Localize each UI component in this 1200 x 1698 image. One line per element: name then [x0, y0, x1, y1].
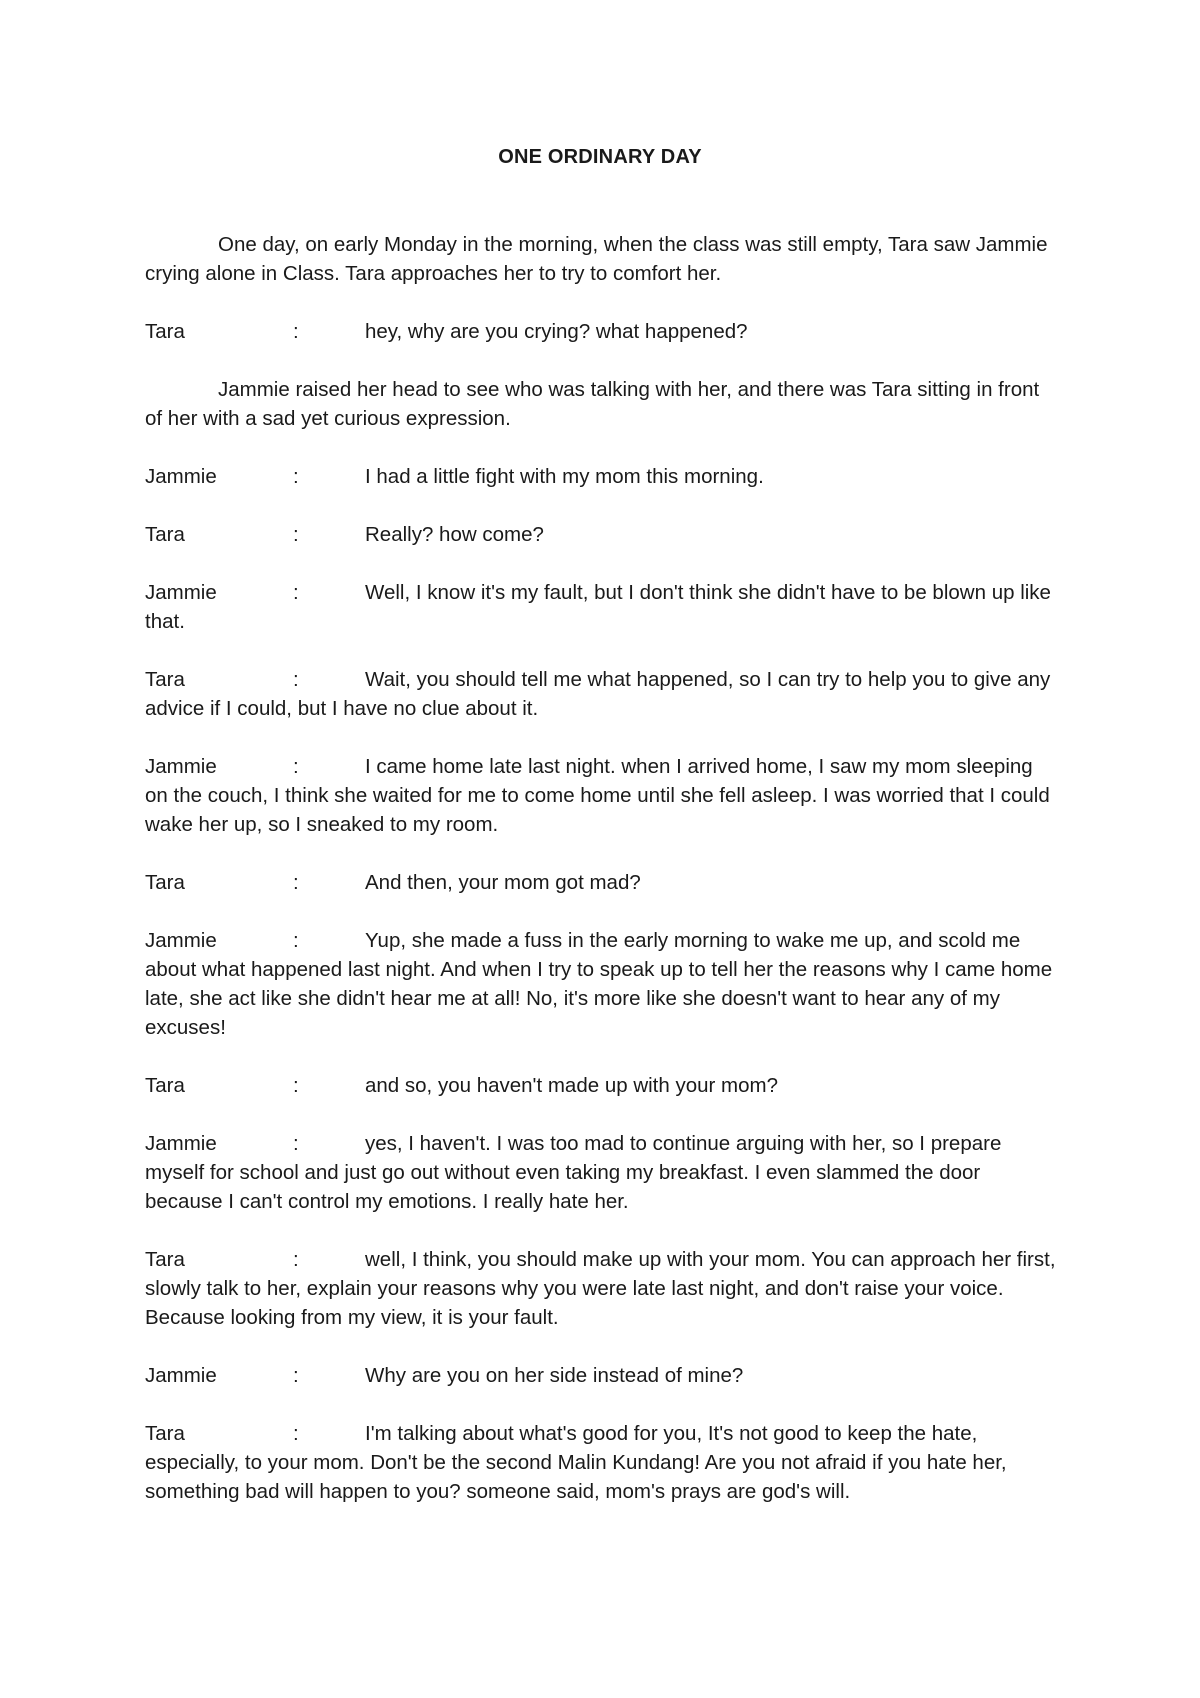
dialogue-line [145, 752, 1060, 839]
dialogue-line [145, 1129, 1060, 1216]
dialogue-line [145, 926, 1060, 1042]
narration-paragraph: Jammie raised her head to see who was talking with her, and there was Tara sitting in front of her with a sad yet curious expression. [145, 378, 1040, 430]
dialogue-line [145, 1361, 1060, 1390]
document-body [145, 230, 1060, 1535]
speaker-name: Jammie [145, 1132, 217, 1155]
dialogue-line [145, 317, 1060, 346]
dialogue-text: Really? how come? [365, 523, 544, 546]
speaker-name: Tara [145, 871, 185, 894]
speaker-name: Jammie [145, 1364, 217, 1387]
speaker-name: Tara [145, 1422, 185, 1445]
speaker-name: Jammie [145, 581, 217, 604]
dialogue-text: Why are you on her side instead of mine? [365, 1364, 744, 1387]
speaker-name: Tara [145, 320, 185, 343]
speaker-separator: : [293, 1422, 299, 1445]
dialogue-text: I had a little fight with my mom this morning. [365, 465, 764, 488]
dialogue-line [145, 578, 1060, 636]
dialogue-text: I'm talking about what's good for you, It's not good to keep the hate, especially, to your mom. Don't be the second Malin Kundang! Are you not afraid if you hate her, something bad will happen to you? someone said, mom's prays are god's will. [145, 1422, 1007, 1503]
speaker-separator: : [293, 523, 299, 546]
speaker-separator: : [293, 871, 299, 894]
speaker-name: Tara [145, 523, 185, 546]
narration-paragraph: One day, on early Monday in the morning, when the class was still empty, Tara saw Jammie crying alone in Class. Tara approaches her to try to comfort her. [145, 233, 1048, 285]
speaker-name: Tara [145, 668, 185, 691]
dialogue-line [145, 1245, 1060, 1332]
dialogue-text: yes, I haven't. I was too mad to continue arguing with her, so I prepare myself for school and just go out without even taking my breakfast. I even slammed the door because I can't control my emotions. I really hate her. [145, 1132, 1002, 1213]
document-title: ONE ORDINARY DAY [498, 146, 702, 168]
speaker-name: Jammie [145, 755, 217, 778]
speaker-separator: : [293, 755, 299, 778]
dialogue-text: and so, you haven't made up with your mom? [365, 1074, 779, 1097]
speaker-name: Tara [145, 1248, 185, 1271]
dialogue-text: hey, why are you crying? what happened? [365, 320, 748, 343]
dialogue-line [145, 1419, 1060, 1506]
dialogue-text: And then, your mom got mad? [365, 871, 641, 894]
speaker-separator: : [293, 465, 299, 488]
dialogue-text: well, I think, you should make up with your mom. You can approach her first, slowly talk to her, explain your reasons why you were late last night, and don't raise your voice. Because looking from my view, it is your fault. [145, 1248, 1056, 1329]
dialogue-line [145, 868, 1060, 897]
speaker-separator: : [293, 1248, 299, 1271]
speaker-name: Jammie [145, 929, 217, 952]
speaker-separator: : [293, 1364, 299, 1387]
dialogue-text: Yup, she made a fuss in the early morning to wake me up, and scold me about what happened last night. And when I try to speak up to tell her the reasons why I came home late, she act like she didn't hear me at all! No, it's more like she doesn't want to hear any of my excuses! [145, 929, 1053, 1039]
dialogue-line [145, 462, 1060, 491]
speaker-separator: : [293, 1132, 299, 1155]
dialogue-text: I came home late last night. when I arrived home, I saw my mom sleeping on the couch, I think she waited for me to come home until she fell asleep. I was worried that I could wake her up, so I sneaked to my room. [145, 755, 1050, 836]
speaker-separator: : [293, 668, 299, 691]
dialogue-text: Well, I know it's my fault, but I don't think she didn't have to be blown up like that. [145, 581, 1051, 633]
speaker-separator: : [293, 320, 299, 343]
dialogue-line [145, 520, 1060, 549]
dialogue-text: Wait, you should tell me what happened, so I can try to help you to give any advice if I could, but I have no clue about it. [145, 668, 1051, 720]
speaker-separator: : [293, 929, 299, 952]
speaker-separator: : [293, 1074, 299, 1097]
speaker-name: Tara [145, 1074, 185, 1097]
speaker-separator: : [293, 581, 299, 604]
speaker-name: Jammie [145, 465, 217, 488]
dialogue-line [145, 665, 1060, 723]
dialogue-line [145, 1071, 1060, 1100]
